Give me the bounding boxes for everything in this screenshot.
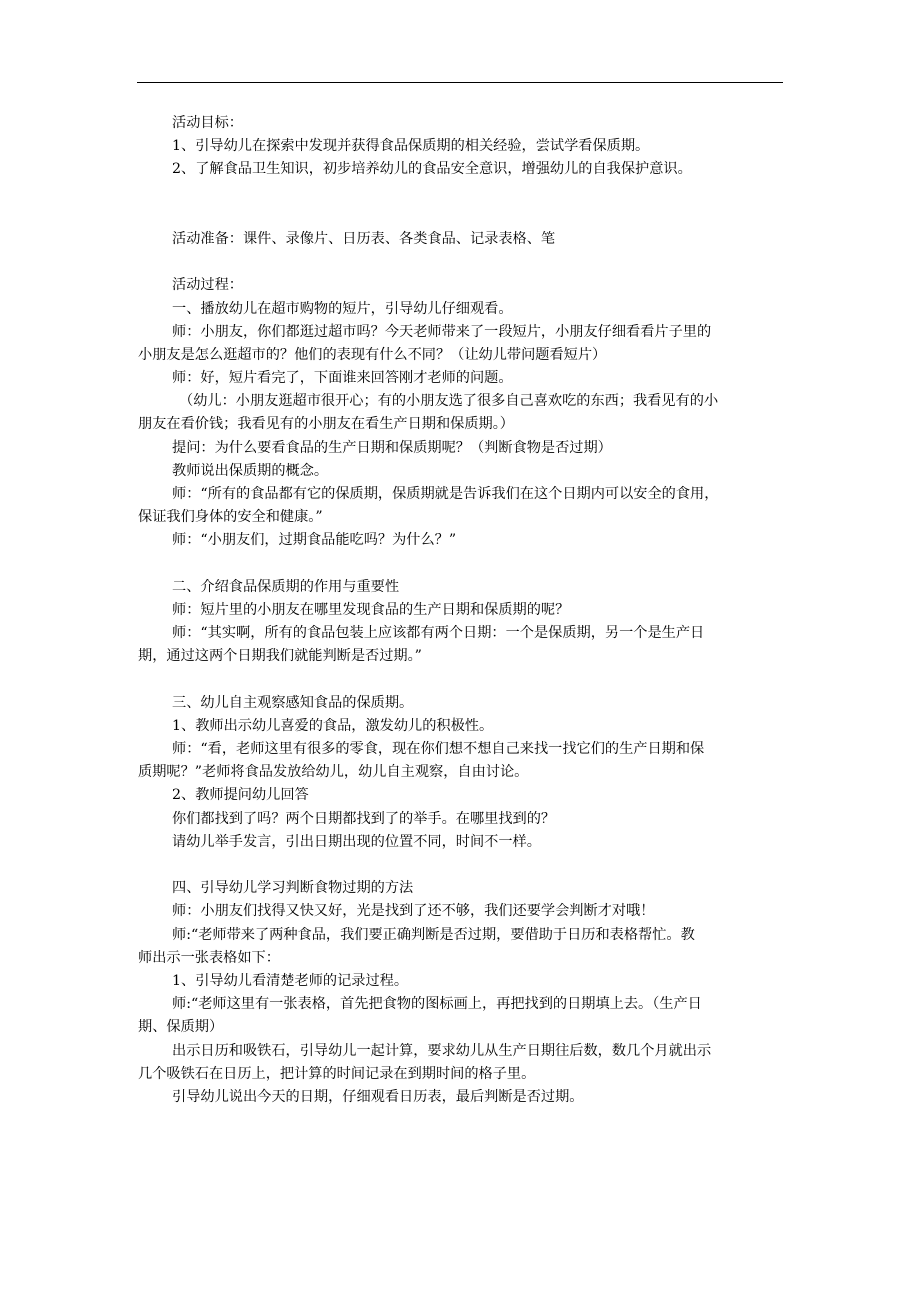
goal-heading: 活动目标：	[172, 115, 243, 131]
section-4-paragraph-4-line-2: 期、保质期）	[138, 1019, 224, 1036]
goal-item-1: 1、引导幼儿在探索中发现并获得食品保质期的相关经验，尝试学看保质期。	[172, 138, 650, 155]
section-1-paragraph-1-line-1: 师：小朋友，你们都逛过超市吗？今天老师带来了一段短片，小朋友仔细看看片子里的	[172, 323, 712, 340]
section-1-paragraph-7: 师：“小朋友们，过期食品能吃吗？为什么？”	[172, 532, 457, 549]
section-2-paragraph-2-line-2: 期，通过这两个日期我们就能判断是否过期。”	[138, 648, 422, 665]
section-1-paragraph-3-line-2: 朋友在看价钱；我看见有的小朋友在看生产日期和保质期。）	[138, 416, 514, 433]
section-3-paragraph-2-line-1: 师：“看，老师这里有很多的零食，现在你们想不想自己来找一找它们的生产日期和保	[172, 741, 705, 758]
preparation-line: 活动准备：课件、录像片、日历表、各类食品、记录表格、笔	[172, 230, 556, 247]
section-1-paragraph-3-line-1: （幼儿：小朋友逛超市很开心；有的小朋友选了很多自己喜欢吃的东西；我看见有的小	[179, 393, 719, 410]
goal-item-2: 2、了解食品卫生知识，初步培养幼儿的食品安全意识，增强幼儿的自我保护意识。	[172, 161, 692, 178]
section-1-paragraph-6-line-1: 师：“所有的食品都有它的保质期，保质期就是告诉我们在这个日期内可以安全的食用，	[172, 486, 719, 503]
section-3-paragraph-5: 请幼儿举手发言，引出日期出现的位置不同，时间不一样。	[172, 833, 541, 850]
section-3-paragraph-3: 2、教师提问幼儿回答	[172, 787, 309, 804]
section-4-paragraph-5-line-1: 出示日历和吸铁石，引导幼儿一起计算，要求幼儿从生产日期往后数，数几个月就出示	[172, 1042, 712, 1059]
section-1-question: 提问：为什么要看食品的生产日期和保质期呢？（判断食物是否过期）	[172, 439, 612, 456]
section-4-title: 四、引导幼儿学习判断食物过期的方法	[172, 880, 414, 897]
section-3-paragraph-1: 1、教师出示幼儿喜爱的食品，激发幼儿的积极性。	[172, 717, 494, 734]
section-1-paragraph-5: 教师说出保质期的概念。	[172, 462, 329, 479]
section-2-paragraph-2-line-1: 师：“其实啊，所有的食品包装上应该都有两个日期：一个是保质期，另一个是生产日	[172, 625, 705, 642]
section-1-paragraph-1-line-2: 小朋友是怎么逛超市的？他们的表现有什么不同？（让幼儿带问题看短片）	[138, 346, 607, 363]
process-heading: 活动过程：	[172, 277, 243, 294]
section-3-title: 三、幼儿自主观察感知食品的保质期。	[172, 694, 414, 711]
section-4-paragraph-2-line-1: 师:“老师带来了两种食品，我们要正确判断是否过期，要借助于日历和表格帮忙。教	[172, 926, 695, 943]
header-rule	[137, 82, 783, 83]
section-2-title: 二、介绍食品保质期的作用与重要性	[172, 578, 400, 595]
section-3-paragraph-4: 你们都找到了吗？两个日期都找到了的举手。在哪里找到的？	[172, 810, 556, 827]
section-4-paragraph-3: 1、引导幼儿看清楚老师的记录过程。	[172, 972, 409, 989]
section-1-title: 一、播放幼儿在超市购物的短片，引导幼儿仔细观看。	[172, 300, 513, 317]
section-4-paragraph-4-line-1: 师:“老师这里有一张表格，首先把食物的图标画上，再把找到的日期填上去。（生产日	[172, 996, 702, 1013]
section-1-paragraph-2: 师：好，短片看完了，下面谁来回答刚才老师的问题。	[172, 370, 513, 387]
section-3-paragraph-2-line-2: 质期呢？”老师将食品发放给幼儿，幼儿自主观察，自由讨论。	[138, 764, 529, 781]
document-body	[138, 112, 790, 1109]
section-4-paragraph-5-line-2: 几个吸铁石在日历上，把计算的时间记录在到期时间的格子里。	[138, 1065, 536, 1082]
section-4-paragraph-1: 师：小朋友们找得又快又好，光是找到了还不够，我们还要学会判断才对哦！	[172, 903, 655, 920]
section-1-paragraph-6-line-2: 保证我们身体的安全和健康。”	[138, 509, 323, 526]
section-4-paragraph-6: 引导幼儿说出今天的日期，仔细观看日历表，最后判断是否过期。	[172, 1088, 584, 1105]
section-4-paragraph-2-line-2: 师出示一张表格如下：	[138, 949, 280, 966]
section-2-paragraph-1: 师：短片里的小朋友在哪里发现食品的生产日期和保质期的呢？	[172, 601, 570, 618]
